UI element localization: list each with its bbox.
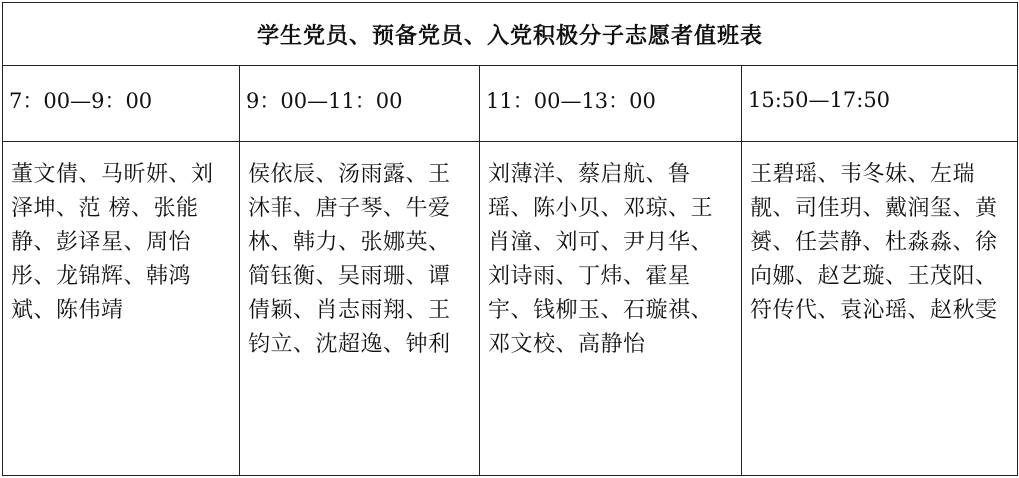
volunteer-names-cell: [3, 142, 240, 476]
duty-roster-table: [2, 2, 1018, 476]
time-slot-label: 15:50—17:50: [748, 87, 891, 112]
volunteer-names-text: 刘薄洋、蔡启航、鲁瑶、陈小贝、邓琼、王肖潼、刘可、尹月华、刘诗雨、丁炜、霍星宇、钱柳玉、石璇祺、邓文校、高静怡: [488, 162, 714, 357]
volunteer-names-text: 董文倩、马昕妍、刘泽坤、范 榜、张能静、彭译星、周怡彤、龙锦辉、韩鸿斌、陈伟靖: [11, 162, 214, 323]
volunteer-names-row: [3, 142, 1018, 476]
volunteer-names-text: 王碧瑶、韦冬妹、左瑞靓、司佳玥、戴润玺、黄赟、任芸静、杜淼淼、徐向娜、赵艺璇、王茂阳、符传代、袁沁瑶、赵秋雯: [750, 162, 998, 323]
time-slot-label: 11：00—13：00: [486, 88, 656, 113]
volunteer-names-cell: [240, 142, 480, 476]
time-slot-row: [3, 66, 1018, 142]
volunteer-names-cell: [480, 142, 742, 476]
title-row: [3, 3, 1018, 66]
volunteer-names-text: 侯依辰、汤雨露、王沐菲、唐子琴、牛爱林、韩力、张娜英、简钰衡、吴雨珊、谭倩颖、肖志雨翔、王钧立、沈超逸、钟利: [248, 162, 451, 357]
volunteer-names-cell: [742, 142, 1018, 476]
time-slot-label: 7：00—9：00: [9, 88, 153, 113]
table-title: 学生党员、预备党员、入党积极分子志愿者值班表: [3, 3, 1018, 66]
time-slot-cell: [3, 66, 240, 142]
time-slot-cell: [240, 66, 480, 142]
time-slot-cell: [742, 66, 1018, 142]
time-slot-label: 9：00—11：00: [246, 88, 403, 113]
time-slot-cell: [480, 66, 742, 142]
